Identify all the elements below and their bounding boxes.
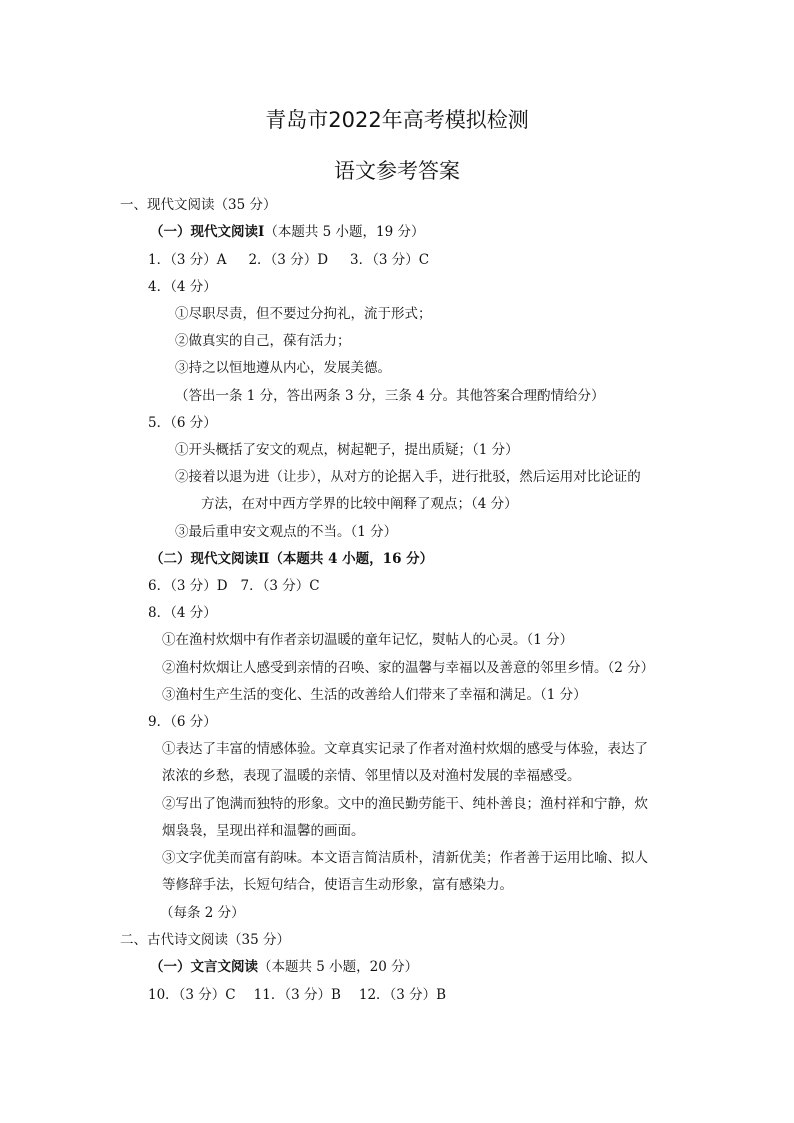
answer-12: 12．（3 分）B	[358, 987, 447, 1003]
answer-row-10-12	[148, 986, 446, 1004]
answer-9-point-2-cont: 烟袅袅，呈现出祥和温馨的画面。	[162, 823, 365, 839]
answer-9-point-3: ③文字优美而富有韵味。本文语言简洁质朴，清新优美；作者善于运用比喻、拟人	[162, 850, 648, 866]
section-2-heading: 二、古代诗文阅读（35 分）	[120, 932, 290, 948]
subsection-2-1-heading	[150, 958, 418, 976]
subsection-1-1-heading	[150, 223, 424, 241]
answer-11: 11．（3 分）B	[253, 987, 341, 1003]
subsection-2-1-note: （本题共 5 小题，20 分）	[258, 959, 419, 975]
answer-9-scoring-note: （每条 2 分）	[160, 905, 245, 921]
answer-5-point-2-cont: 方法，在对中西方学界的比较中阐释了观点；（4 分）	[201, 496, 518, 512]
answer-4-point-2: ②做真实的自己，葆有活力；	[175, 333, 351, 349]
answer-9-point-1: ①表达了丰富的情感体验。文章真实记录了作者对渔村炊烟的感受与体验，表达了	[162, 741, 648, 757]
answer-8-point-1: ①在渔村炊烟中有作者亲切温暖的童年记忆，熨帖人的心灵。（1 分）	[162, 632, 574, 648]
answer-1: 1．（3 分）A	[148, 252, 227, 268]
answer-5-point-3: ③最后重申安文观点的不当。（1 分）	[175, 524, 398, 540]
answer-row-6-7	[148, 577, 320, 595]
answer-4-point-3: ③持之以恒地遵从内心，发展美德。	[175, 360, 391, 376]
answer-9-header: 9．（6 分）	[148, 714, 217, 730]
page-title: 青岛市2022年高考模拟检测	[265, 108, 529, 132]
answer-3: 3．（3 分）C	[350, 252, 430, 268]
page-subtitle: 语文参考答案	[334, 159, 460, 183]
subsection-1-1-note: （本题共 5 小题，19 分）	[264, 224, 425, 240]
answer-5-point-1: ①开头概括了安文的观点，树起靶子，提出质疑；（1 分）	[175, 442, 519, 458]
subsection-1-2-heading: （二）现代文阅读Ⅱ（本题共 4 小题，16 分）	[150, 551, 434, 567]
answer-5-header: 5．（6 分）	[148, 415, 217, 431]
answer-4-scoring-note: （答出一条 1 分，答出两条 3 分，三条 4 分。其他答案合理酌情给分）	[175, 388, 605, 404]
answer-8-header: 8．（4 分）	[148, 605, 217, 621]
answer-9-point-1-cont: 浓浓的乡愁，表现了温暖的亲情、邻里情以及对渔村发展的幸福感受。	[162, 768, 581, 784]
answer-4-point-1: ①尽职尽责，但不要过分拘礼，流于形式；	[175, 306, 432, 322]
subsection-1-1-label: （一）现代文阅读Ⅰ	[150, 224, 265, 240]
subsection-2-1-label: （一）文言文阅读	[150, 959, 258, 975]
answer-10: 10．（3 分）C	[148, 987, 236, 1003]
answer-2: 2．（3 分）D	[248, 252, 329, 268]
section-1-heading: 一、现代文阅读（35 分）	[120, 197, 277, 213]
answer-9-point-2: ②写出了饱满而独特的形象。文中的渔民勤劳能干、纯朴善良；渔村祥和宁静，炊	[162, 796, 648, 812]
answer-5-point-2: ②接着以退为进（让步），从对方的论据入手，进行批驳，然后运用对比论证的	[175, 469, 641, 485]
answer-4-header: 4．（4 分）	[148, 279, 217, 295]
answer-row-1-3	[148, 251, 429, 269]
answer-8-point-2: ②渔村炊烟让人感受到亲情的召唤、家的温馨与幸福以及善意的邻里乡情。（2 分）	[162, 660, 655, 676]
answer-7: 7．（3 分）C	[240, 578, 320, 594]
answer-6: 6．（3 分）D	[148, 578, 228, 594]
answer-9-point-3-cont: 等修辞手法，长短句结合，使语言生动形象，富有感染力。	[162, 877, 513, 893]
answer-8-point-3: ③渔村生产生活的变化、生活的改善给人们带来了幸福和满足。（1 分）	[162, 687, 587, 703]
